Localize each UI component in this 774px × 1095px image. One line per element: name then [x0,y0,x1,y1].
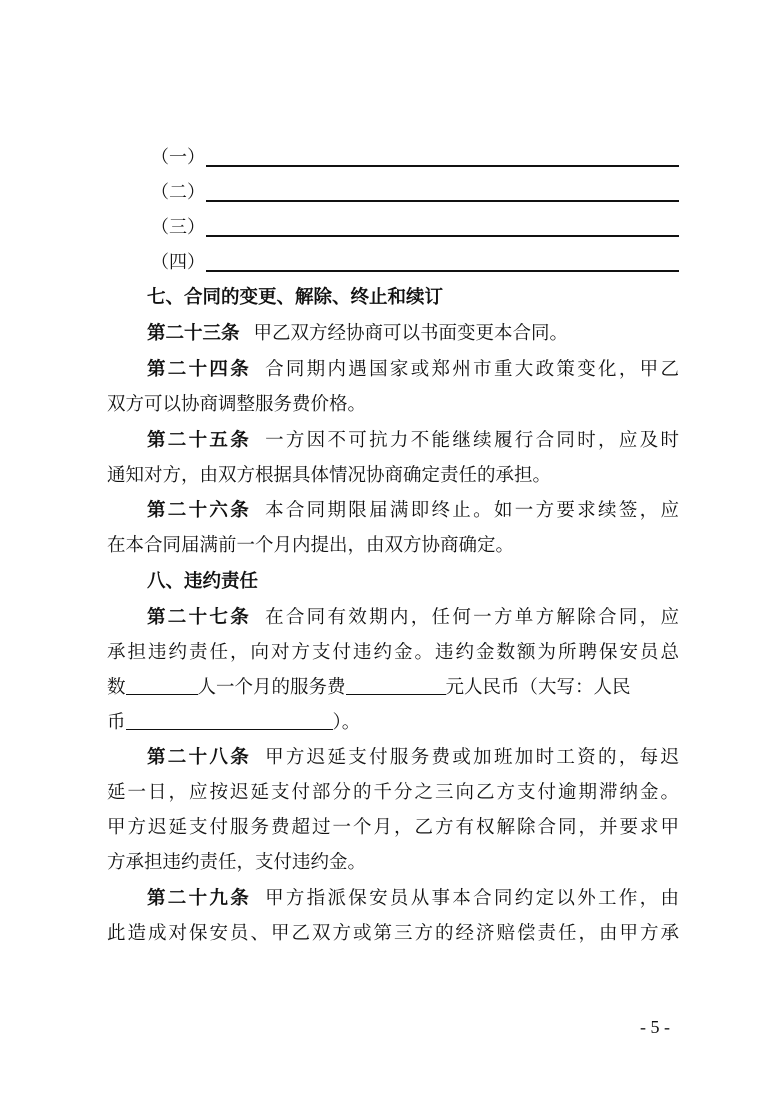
article-28-line-3: 甲方迟延支付服务费超过一个月，乙方有权解除合同，并要求甲 [107,817,679,838]
article-text: 人一个月的服务费 [197,677,346,698]
list-item-label: （三） [151,217,205,238]
article-28-line-4: 方承担违约责任，支付违约金。 [107,852,367,873]
list-item-1 [151,146,679,170]
list-item-label: （一） [151,147,205,168]
blank-line [206,165,679,167]
list-item-2 [151,181,679,205]
article-24-line-2: 双方可以协商调整服务费价格。 [107,394,367,415]
article-text: 币 [107,712,126,733]
list-item-4 [151,251,679,275]
article-label: 第二十九条 [147,888,252,909]
article-label: 第二十三条 [147,323,240,344]
article-text: 合同期内遇国家或郑州市重大政策变化，甲乙 [265,359,679,380]
article-text: 甲乙双方经协商可以书面变更本合同。 [253,323,569,344]
amount-blank[interactable] [346,676,446,695]
blank-line [206,200,679,202]
article-28-line-1 [147,746,679,770]
article-label: 第二十四条 [147,359,252,380]
article-text: 甲方迟延支付服务费或加班加时工资的，每迟 [265,747,679,768]
article-text: 一方因不可抗力不能继续履行合同时，应及时 [265,430,679,451]
article-23 [147,322,679,346]
article-label: 第二十六条 [147,500,252,521]
blank-line [206,270,679,272]
amount-in-words-blank[interactable] [126,711,333,730]
article-27-line-4 [107,711,679,735]
article-29-line-1 [147,887,679,911]
article-text: 在合同有效期内，任何一方单方解除合同，应 [265,607,679,628]
article-27-line-2: 承担违约责任，向对方支付违约金。违约金数额为所聘保安员总 [107,642,679,663]
article-label: 第二十五条 [147,430,252,451]
article-29-line-2: 此造成对保安员、甲乙双方或第三方的经济赔偿责任，由甲方承 [107,923,679,944]
article-26-line-1 [147,499,679,523]
article-text: ）。 [332,712,361,733]
article-label: 第二十八条 [147,747,252,768]
article-text: 本合同期限届满即终止。如一方要求续签，应 [265,500,679,521]
headcount-blank[interactable] [126,676,198,695]
list-item-label: （四） [151,252,205,273]
article-text: 元人民币（大写：人民 [445,677,631,698]
page-number: - 5 - [640,1017,670,1037]
list-item-3 [151,216,679,240]
section-heading-8: 八、违约责任 [147,571,259,592]
article-28-line-2: 延一日，应按迟延支付部分的千分之三向乙方支付逾期滞纳金。 [107,782,679,803]
article-27-line-1 [147,606,679,630]
article-text: 甲方指派保安员从事本合同约定以外工作，由 [265,888,679,909]
section-heading-7: 七、合同的变更、解除、终止和续订 [147,287,444,308]
article-26-line-2: 在本合同届满前一个月内提出，由双方协商确定。 [107,535,515,556]
article-25-line-1 [147,429,679,453]
article-text: 数 [107,677,126,698]
article-27-line-3 [107,676,679,700]
article-25-line-2: 通知对方，由双方根据具体情况协商确定责任的承担。 [107,465,552,486]
article-label: 第二十七条 [147,607,252,628]
article-24-line-1 [147,358,679,382]
blank-line [206,235,679,237]
list-item-label: （二） [151,182,205,203]
